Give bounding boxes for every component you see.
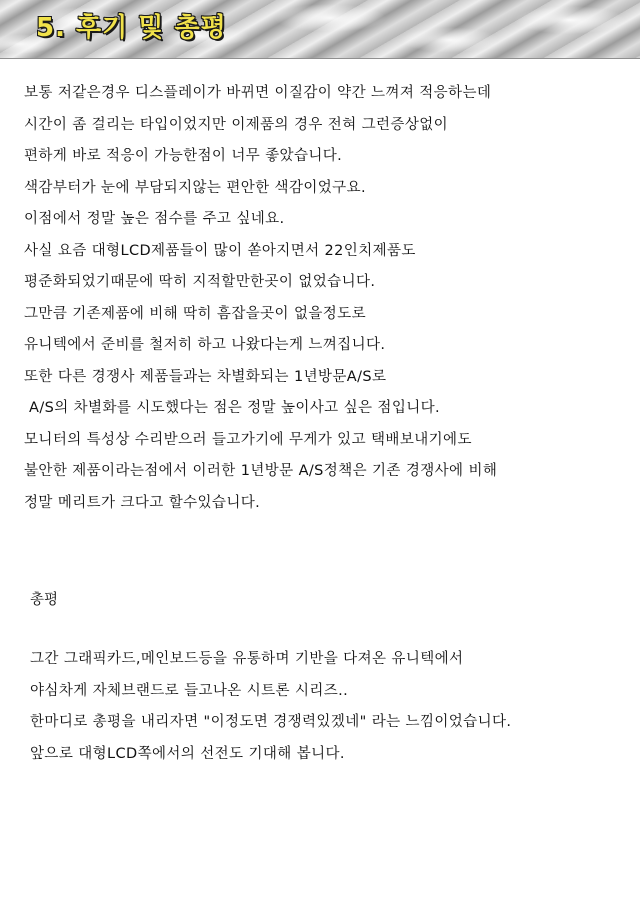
review-line: 이점에서 정말 높은 점수를 주고 싶네요. xyxy=(24,211,285,227)
summary-heading: 총평 xyxy=(30,592,59,608)
review-line: 그만큼 기존제품에 비해 딱히 흠잡을곳이 없을정도로 xyxy=(24,305,366,322)
review-line: 정말 메리트가 크다고 할수있습니다. xyxy=(24,494,261,511)
review-line: 평준화되었기때문에 딱히 지적할만한곳이 없었습니다. xyxy=(24,274,376,290)
review-line: 편하게 바로 적응이 가능한점이 너무 좋았습니다. xyxy=(24,148,343,164)
summary-body xyxy=(30,644,630,770)
review-line: 색감부터가 눈에 부담되지않는 편안한 색감이었구요. xyxy=(24,179,366,196)
header-banner xyxy=(0,0,640,59)
review-line: 시간이 좀 걸리는 타입이었지만 이제품의 경우 전혀 그런증상없이 xyxy=(24,116,449,133)
review-line: 모니터의 특성상 수리받으러 들고가기에 무게가 있고 택배보내기에도 xyxy=(24,431,472,448)
review-line: A/S의 차별화를 시도했다는 점은 정말 높이사고 싶은 점입니다. xyxy=(24,400,441,416)
summary-line: 그간 그래픽카드,메인보드등을 유통하며 기반을 다져온 유니텍에서 xyxy=(30,651,464,667)
summary-line: 앞으로 대형LCD쪽에서의 선전도 기대해 봅니다. xyxy=(30,745,345,762)
review-body xyxy=(24,78,624,519)
summary-line: 야심차게 자체브랜드로 들고나온 시트론 시리즈.. xyxy=(30,682,349,699)
review-line: 또한 다른 경쟁사 제품들과는 차별화되는 1년방문A/S로 xyxy=(24,368,387,385)
summary-line: 한마디로 총평을 내리자면 "이정도면 경쟁력있겠네" 라는 느낌이었습니다. xyxy=(30,714,512,730)
section-title: 5. 후기 및 총평 xyxy=(36,13,227,43)
review-line: 유니텍에서 준비를 철저히 하고 나왔다는게 느껴집니다. xyxy=(24,337,386,353)
review-line: 보통 저같은경우 디스플레이가 바뀌면 이질감이 약간 느껴져 적응하는데 xyxy=(24,85,492,101)
review-line: 불안한 제품이라는점에서 이러한 1년방문 A/S정책은 기존 경쟁사에 비해 xyxy=(24,463,498,479)
review-line: 사실 요즘 대형LCD제품들이 많이 쏟아지면서 22인치제품도 xyxy=(24,242,416,259)
